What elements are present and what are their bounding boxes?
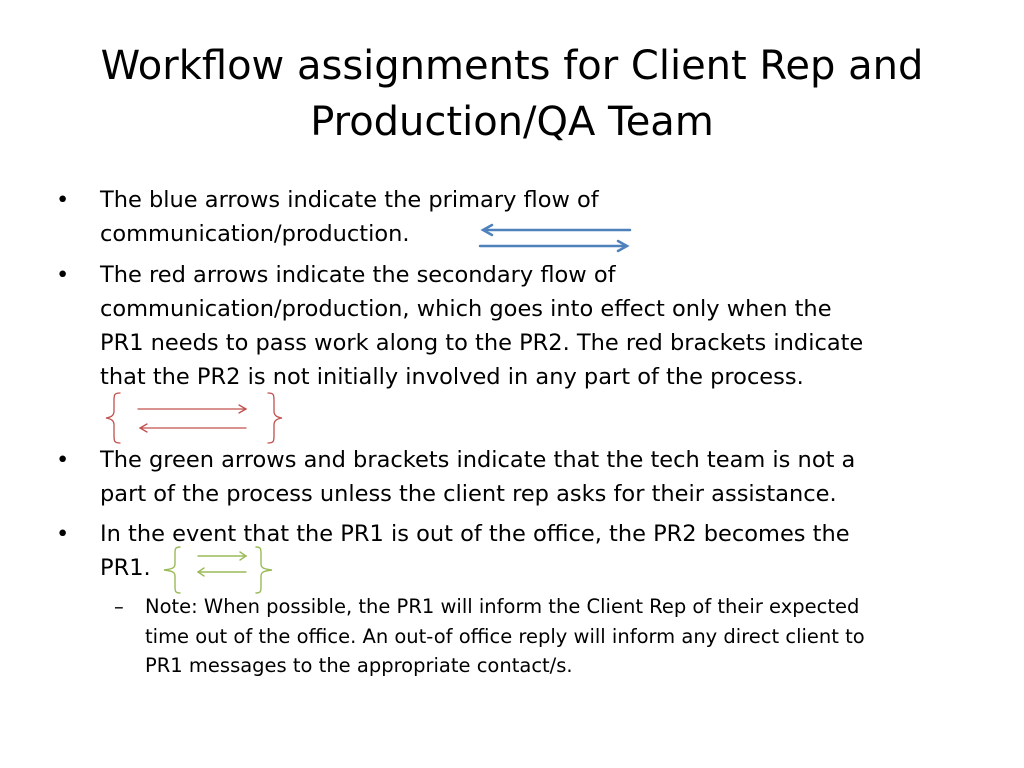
title-line: Workflow assignments for Client Rep and: [100, 43, 924, 89]
bullet-line: part of the process unless the client rep asks for their assistance.: [100, 481, 837, 507]
bullet-marker: •: [56, 521, 70, 547]
bullet-line: PR1.: [100, 555, 151, 581]
bullet-line: The green arrows and brackets indicate that the tech team is not a: [100, 447, 856, 473]
slide-title: [60, 38, 964, 150]
bullet-line: The red arrows indicate the secondary flow of: [100, 262, 616, 288]
bullet-marker: •: [56, 262, 70, 288]
bullet-text: [100, 443, 966, 511]
bullet-marker: •: [56, 187, 70, 213]
bullet-text: [100, 258, 966, 394]
sub-bullet-text: [145, 592, 974, 681]
bullet-line: that the PR2 is not initially involved in any part of the process.: [100, 364, 804, 390]
sub-bullet-line: Note: When possible, the PR1 will inform the Client Rep of their expected: [145, 595, 860, 618]
bullet-marker: •: [56, 447, 70, 473]
bullet-line: PR1 needs to pass work along to the PR2. The red brackets indicate: [100, 330, 864, 356]
sub-bullet-line: time out of the office. An out-of office reply will inform any direct client to: [145, 624, 865, 648]
green-arrows-brackets-icon: [160, 545, 276, 595]
bullet-line: communication/production.: [100, 221, 410, 247]
sub-bullet-marker: –: [114, 595, 124, 618]
sub-bullet-line: PR1 messages to the appropriate contact/s.: [145, 654, 573, 677]
red-arrows-brackets-icon: [104, 391, 284, 445]
bullet-line: The blue arrows indicate the primary flow of: [100, 187, 599, 213]
bullet-line: In the event that the PR1 is out of the office, the PR2 becomes the: [100, 521, 850, 547]
title-line: Production/QA Team: [310, 99, 714, 145]
blue-arrows-icon: [476, 220, 636, 256]
bullet-line: communication/production, which goes into effect only when the: [100, 296, 832, 322]
